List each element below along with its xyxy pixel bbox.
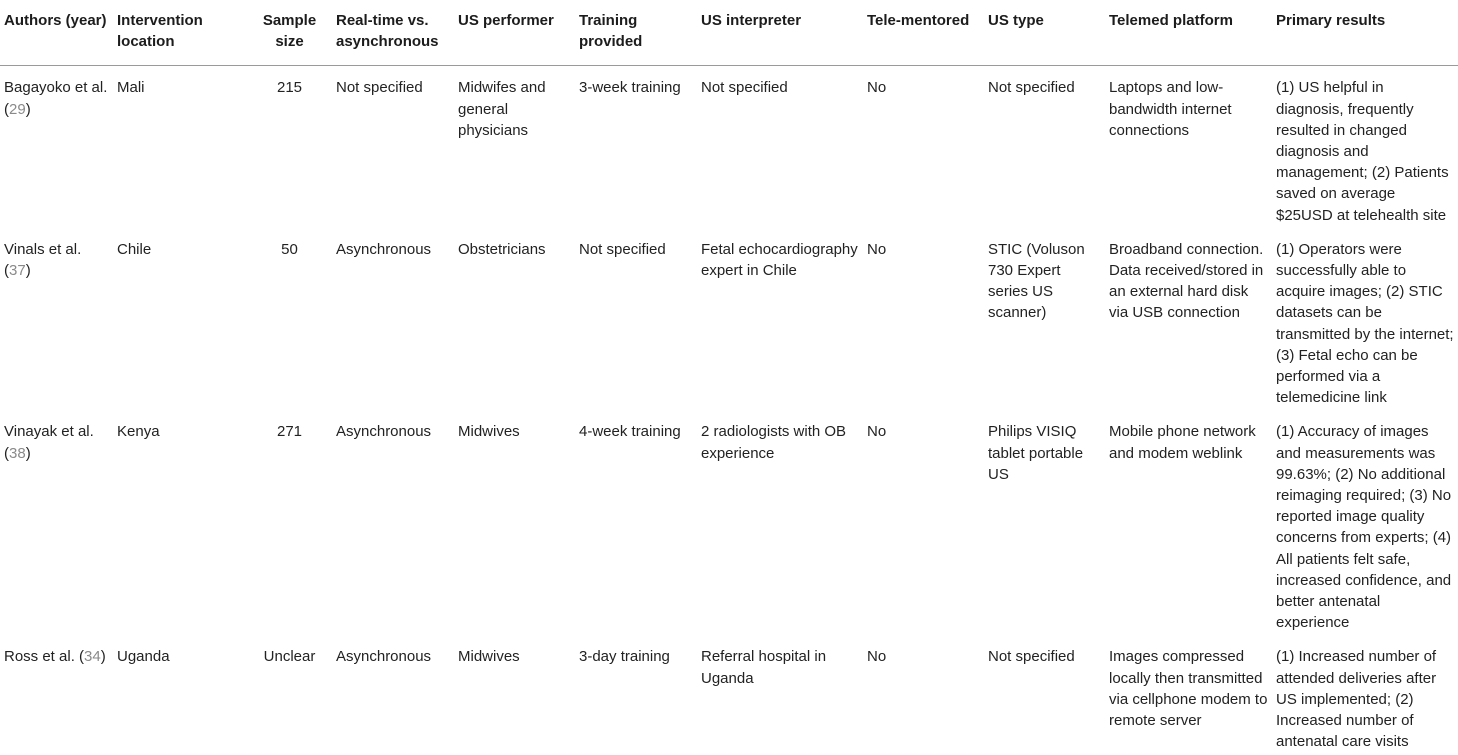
cell-results: (1) Increased number of attended deliveries after US implemented; (2) Increased number of antenatal care visits — [1276, 648, 1437, 751]
cell-author: Ross et al. (34) — [4, 648, 106, 666]
table-header — [0, 0, 1458, 66]
col-header-platform: Telemed platform — [1105, 0, 1272, 66]
cell-timing: Asynchronous — [336, 423, 432, 441]
cell-author: Vinals et al. (37) — [4, 240, 82, 280]
cell-interpreter: Referral hospital in Uganda — [701, 648, 827, 687]
cell-sample-size: 271 — [276, 423, 303, 441]
col-header-sample-size: Sample size — [247, 0, 332, 66]
reference-link[interactable]: 37 — [9, 262, 26, 280]
cell-location: Chile — [117, 240, 152, 258]
col-header-telementored: Tele-mentored — [863, 0, 984, 66]
cell-platform: Mobile phone network and modem weblink — [1109, 423, 1256, 462]
table-body — [0, 66, 1458, 755]
cell-us-type: Philips VISIQ tablet portable US — [988, 423, 1084, 483]
cell-interpreter: Fetal echocardiography expert in Chile — [701, 240, 858, 280]
cell-us-type: Not specified — [988, 79, 1075, 97]
cell-training: Not specified — [579, 240, 666, 258]
cell-results: (1) Operators were successfully able to acquire images; (2) STIC datasets can be transmitted by the internet; (3) Fetal echo can be performed via a telemedicine link — [1276, 240, 1454, 407]
col-header-authors: Authors (year) — [0, 0, 113, 66]
col-header-us-type: US type — [984, 0, 1105, 66]
cell-performer: Midwives — [458, 423, 520, 441]
cell-training: 3-day training — [579, 648, 670, 666]
table-row — [0, 66, 1458, 228]
cell-platform: Images compressed locally then transmitted via cellphone modem to remote server — [1109, 648, 1268, 730]
reference-link[interactable]: 34 — [84, 648, 101, 666]
col-header-training: Training provided — [575, 0, 697, 66]
cell-results: (1) Accuracy of images and measurements was 99.63%; (2) No additional reimaging required; (3) No reported image quality concerns from experts; (4) All patients felt safe, increased confidence, and better antenatal experience — [1276, 423, 1452, 632]
reference-link[interactable]: 29 — [9, 100, 26, 118]
cell-training: 4-week training — [579, 423, 681, 441]
cell-telementored: No — [867, 79, 887, 97]
cell-training: 3-week training — [579, 79, 681, 97]
cell-performer: Obstetricians — [458, 240, 546, 258]
cell-telementored: No — [867, 240, 887, 258]
cell-platform: Laptops and low-bandwidth internet connections — [1109, 79, 1232, 139]
cell-results: (1) US helpful in diagnosis, frequently resulted in changed diagnosis and management; (2) Patients saved on average $25USD at telehealth site — [1276, 79, 1449, 224]
cell-performer: Midwifes and general physicians — [458, 79, 546, 139]
cell-author: Vinayak et al. (38) — [4, 423, 94, 462]
col-header-location: Intervention location — [113, 0, 247, 66]
col-header-performer: US performer — [454, 0, 575, 66]
cell-us-type: STIC (Voluson 730 Expert series US scanner) — [988, 240, 1085, 322]
cell-sample-size: Unclear — [263, 648, 316, 666]
cell-telementored: No — [867, 423, 887, 441]
cell-timing: Not specified — [336, 79, 423, 97]
cell-sample-size: 50 — [281, 240, 298, 258]
cell-timing: Asynchronous — [336, 648, 432, 666]
col-header-interpreter: US interpreter — [697, 0, 863, 66]
cell-location: Mali — [117, 79, 145, 97]
header-row — [0, 0, 1458, 66]
cell-sample-size: 215 — [276, 79, 303, 97]
table-row — [0, 410, 1458, 635]
cell-interpreter: Not specified — [701, 79, 788, 97]
reference-link[interactable]: 38 — [9, 444, 26, 462]
cell-telementored: No — [867, 648, 887, 666]
cell-author: Bagayoko et al. (29) — [4, 79, 108, 118]
table-row — [0, 635, 1458, 754]
cell-us-type: Not specified — [988, 648, 1075, 666]
cell-location: Kenya — [117, 423, 160, 441]
cell-interpreter: 2 radiologists with OB experience — [701, 423, 847, 462]
cell-location: Uganda — [117, 648, 170, 666]
table-row — [0, 228, 1458, 411]
cell-platform: Broadband connection. Data received/stored in an external hard disk via USB connection — [1109, 240, 1264, 322]
cell-performer: Midwives — [458, 648, 520, 666]
col-header-results: Primary results — [1272, 0, 1458, 66]
cell-timing: Asynchronous — [336, 240, 432, 258]
col-header-timing: Real-time vs. asynchronous — [332, 0, 454, 66]
